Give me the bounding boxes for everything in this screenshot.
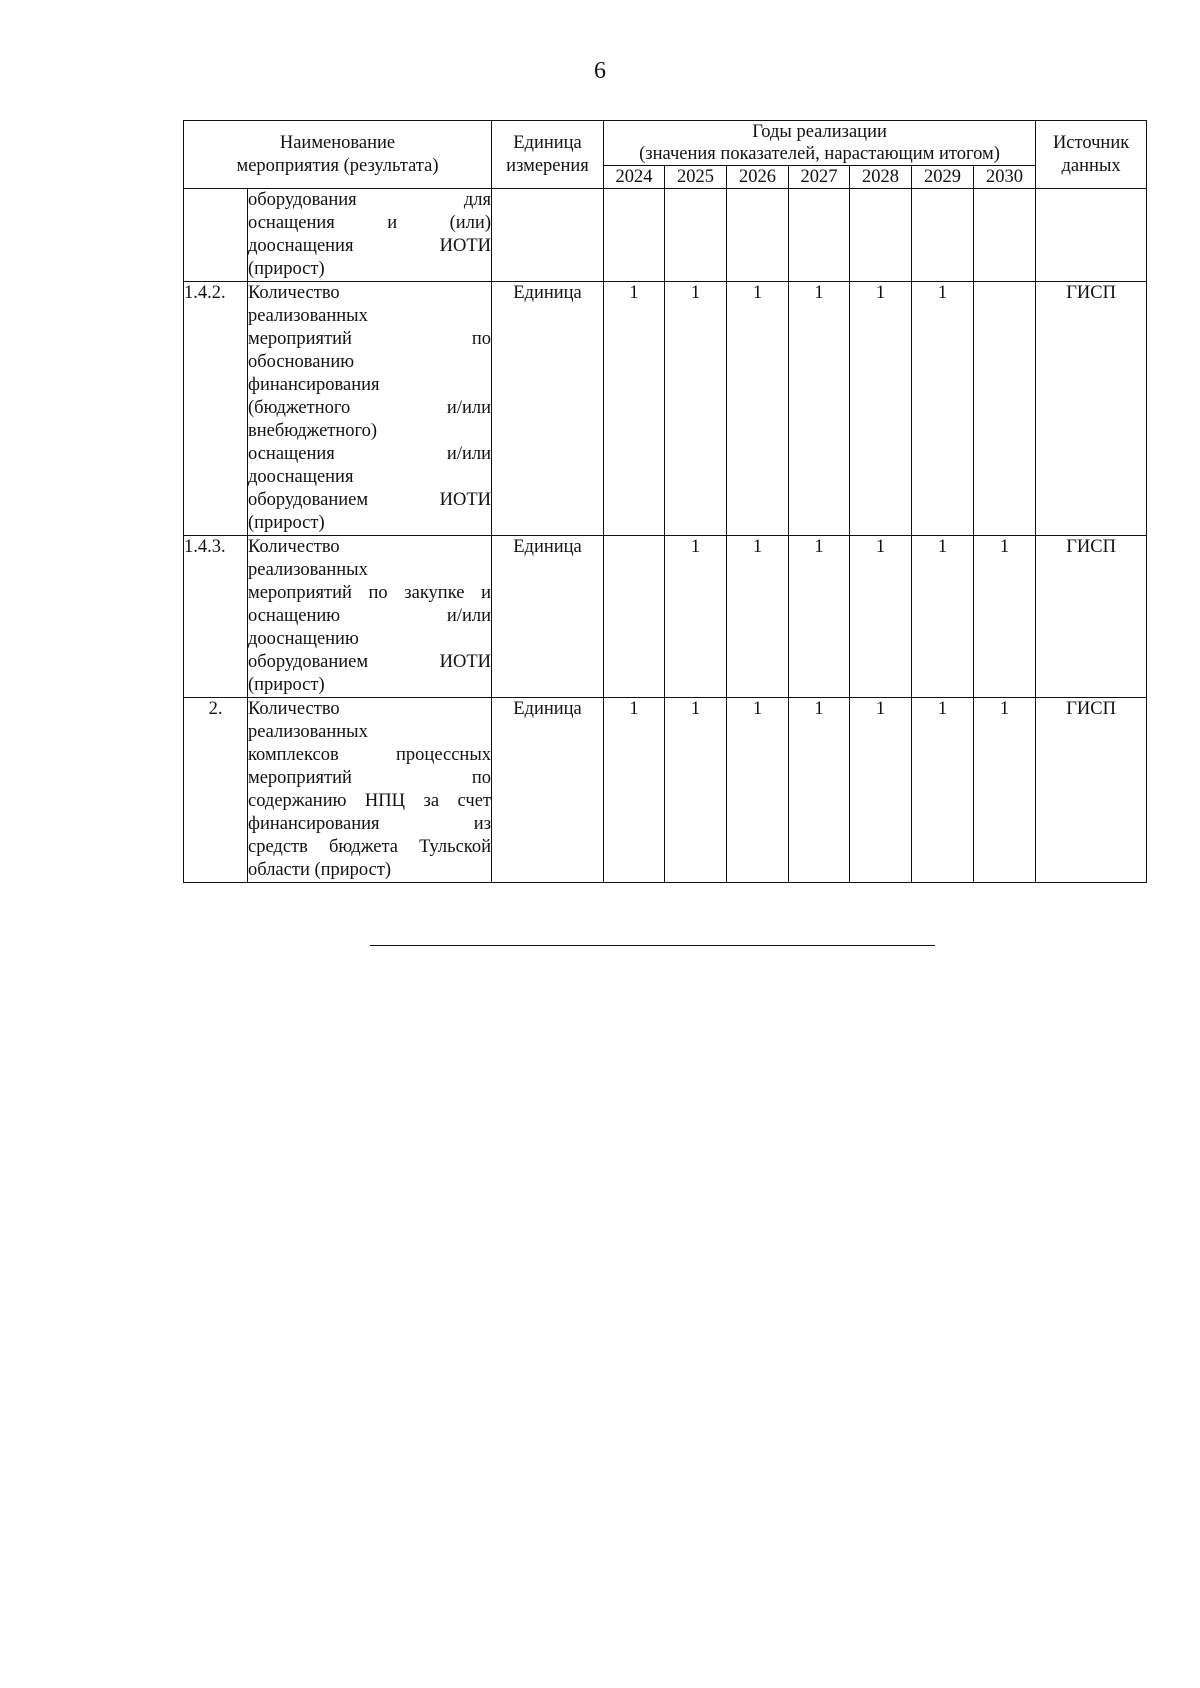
year-2026: 2026 <box>727 166 789 189</box>
row-source: ГИСП <box>1036 698 1147 883</box>
row-number: 1.4.2. <box>184 282 248 536</box>
year-2029: 2029 <box>912 166 974 189</box>
row-unit: Единица <box>492 536 604 698</box>
header-years-sublabel: (значения показателей, нарастающим итогом) <box>639 144 1000 164</box>
row-value-2030 <box>974 282 1036 536</box>
row-description-line: реализованных <box>248 722 368 742</box>
row-value-2026: 1 <box>727 536 789 698</box>
row-description-line: мероприятий по <box>248 768 491 788</box>
row-description-line: Количество <box>248 537 340 557</box>
row-value-2026: 1 <box>727 698 789 883</box>
row-description-line: финансирования <box>248 375 380 395</box>
row-value-2024: 1 <box>604 698 665 883</box>
row-description-line: оснащению и/или <box>248 606 491 626</box>
row-source: ГИСП <box>1036 536 1147 698</box>
row-value-2027 <box>789 189 850 282</box>
row-description-line: дооснащения <box>248 467 354 487</box>
row-value-2030: 1 <box>974 536 1036 698</box>
row-description-line: (прирост) <box>248 513 325 533</box>
row-description-line: дооснащения ИОТИ <box>248 236 491 256</box>
row-description <box>248 282 492 536</box>
row-source: ГИСП <box>1036 282 1147 536</box>
year-2030: 2030 <box>974 166 1036 189</box>
row-description-line: оборудованием ИОТИ <box>248 490 491 510</box>
header-source-cell <box>1036 121 1147 189</box>
row-description-line: оснащения и (или) <box>248 213 491 233</box>
row-number <box>184 189 248 282</box>
year-2025: 2025 <box>665 166 727 189</box>
row-description-line: реализованных <box>248 560 368 580</box>
row-unit: Единица <box>492 282 604 536</box>
row-description-line: обоснованию <box>248 352 355 372</box>
header-years-cell <box>604 121 1036 166</box>
row-value-2029: 1 <box>912 698 974 883</box>
row-description <box>248 189 492 282</box>
table-row <box>184 189 1147 282</box>
row-value-2028: 1 <box>850 698 912 883</box>
header-row-top <box>184 121 1147 166</box>
row-value-2025: 1 <box>665 698 727 883</box>
row-description-line: оборудования для <box>248 190 491 210</box>
header-unit-label: Единица измерения <box>506 132 589 176</box>
table-body <box>184 189 1147 883</box>
table-row <box>184 536 1147 698</box>
row-description-line: внебюджетного) <box>248 421 378 441</box>
row-value-2030 <box>974 189 1036 282</box>
header-years-label: Годы реализации <box>752 122 887 142</box>
row-description-line: оснащения и/или <box>248 444 491 464</box>
header-source-label: Источник данных <box>1052 132 1130 176</box>
header-name-cell <box>184 121 492 189</box>
table-row <box>184 282 1147 536</box>
row-value-2026: 1 <box>727 282 789 536</box>
page-number: 6 <box>594 58 606 84</box>
row-value-2028: 1 <box>850 282 912 536</box>
row-unit <box>492 189 604 282</box>
row-description <box>248 698 492 883</box>
row-value-2025 <box>665 189 727 282</box>
row-value-2024 <box>604 536 665 698</box>
row-value-2025: 1 <box>665 282 727 536</box>
row-description-line: (прирост) <box>248 259 325 279</box>
row-description-line: оборудованием ИОТИ <box>248 652 491 672</box>
year-2027: 2027 <box>789 166 850 189</box>
row-value-2029: 1 <box>912 536 974 698</box>
row-value-2027: 1 <box>789 698 850 883</box>
row-description-line: области (прирост) <box>248 860 392 880</box>
row-value-2024 <box>604 189 665 282</box>
row-value-2030: 1 <box>974 698 1036 883</box>
row-description-line: комплексов процессных <box>248 745 491 765</box>
row-source <box>1036 189 1147 282</box>
row-description-line: мероприятий по закупке и <box>248 583 491 603</box>
row-value-2029 <box>912 189 974 282</box>
row-description-line: содержанию НПЦ за счет <box>248 791 491 811</box>
row-description-line: Количество <box>248 283 340 303</box>
row-description-line: (бюджетного и/или <box>248 398 491 418</box>
row-description-line: Количество <box>248 699 340 719</box>
header-name-label: Наименование мероприятия (результата) <box>236 132 439 176</box>
row-description-line: средств бюджета Тульской <box>248 837 491 857</box>
row-value-2024: 1 <box>604 282 665 536</box>
header-unit-cell <box>492 121 604 189</box>
end-separator-line <box>370 945 935 946</box>
row-value-2026 <box>727 189 789 282</box>
indicators-table <box>183 120 1147 883</box>
row-value-2029: 1 <box>912 282 974 536</box>
row-value-2028: 1 <box>850 536 912 698</box>
row-description-line: финансирования из <box>248 814 491 834</box>
row-value-2027: 1 <box>789 536 850 698</box>
row-value-2025: 1 <box>665 536 727 698</box>
row-description-line: реализованных <box>248 306 368 326</box>
year-2024: 2024 <box>604 166 665 189</box>
row-number: 1.4.3. <box>184 536 248 698</box>
year-2028: 2028 <box>850 166 912 189</box>
row-value-2028 <box>850 189 912 282</box>
row-unit: Единица <box>492 698 604 883</box>
row-value-2027: 1 <box>789 282 850 536</box>
table-row <box>184 698 1147 883</box>
row-description <box>248 536 492 698</box>
row-description-line: мероприятий по <box>248 329 491 349</box>
row-description-line: дооснащению <box>248 629 359 649</box>
row-description-line: (прирост) <box>248 675 325 695</box>
row-number: 2. <box>184 698 248 883</box>
